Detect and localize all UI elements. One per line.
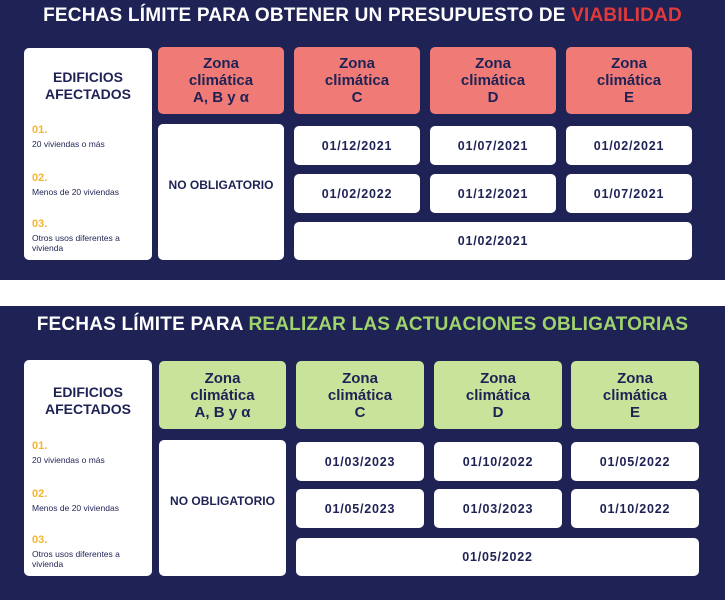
viability-panel <box>0 0 725 280</box>
affected-buildings-card <box>24 48 152 260</box>
panel-title <box>0 314 725 336</box>
not-required-card <box>158 124 284 260</box>
zone-header-d: Zona climática D <box>434 361 562 429</box>
date-cell: 01/03/2023 <box>296 442 424 481</box>
date-cell: 01/07/2021 <box>566 174 692 213</box>
row-label: Menos de 20 viviendas <box>32 187 119 197</box>
affected-buildings-title: EDIFICIOS AFECTADOS <box>44 69 132 102</box>
mandatory-actions-panel <box>0 306 725 600</box>
row-number: 03. <box>32 218 48 230</box>
not-required-card <box>159 440 286 576</box>
row-number: 01. <box>32 124 48 136</box>
affected-buildings-card <box>24 360 152 576</box>
date-cell-wide: 01/02/2021 <box>294 222 692 260</box>
title-text: FECHAS LÍMITE PARA OBTENER UN PRESUPUESTO DE <box>43 5 572 26</box>
date-cell-wide: 01/05/2022 <box>296 538 699 576</box>
date-cell: 01/03/2023 <box>434 489 562 528</box>
row-label: Otros usos diferentes a vivienda <box>32 549 120 569</box>
date-cell: 01/07/2021 <box>430 126 556 165</box>
affected-buildings-title: EDIFICIOS AFECTADOS <box>44 384 132 417</box>
zone-header-c: Zona climática C <box>296 361 424 429</box>
date-cell: 01/10/2022 <box>434 442 562 481</box>
not-required-text: NO OBLIGATORIO <box>168 178 274 192</box>
date-cell: 01/02/2022 <box>294 174 420 213</box>
row-label: Otros usos diferentes a vivienda <box>32 233 120 253</box>
date-cell: 01/02/2021 <box>566 126 692 165</box>
row-number: 03. <box>32 534 48 546</box>
title-highlight: VIABILIDAD <box>571 5 682 26</box>
row-number: 01. <box>32 440 48 452</box>
row-number: 02. <box>32 172 48 184</box>
zone-header-c: Zona climática C <box>294 47 420 114</box>
title-highlight: REALIZAR LAS ACTUACIONES OBLIGATORIAS <box>248 314 689 335</box>
date-cell: 01/05/2023 <box>296 489 424 528</box>
row-number: 02. <box>32 488 48 500</box>
zone-header-e: Zona climática E <box>566 47 692 114</box>
row-label: 20 viviendas o más <box>32 139 105 149</box>
zone-header-e: Zona climática E <box>571 361 699 429</box>
title-text: FECHAS LÍMITE PARA <box>36 314 249 335</box>
zone-header-d: Zona climática D <box>430 47 556 114</box>
zone-header-abalpha: Zona climática A, B y α <box>158 47 284 114</box>
not-required-text: NO OBLIGATORIO <box>170 494 275 508</box>
row-label: 20 viviendas o más <box>32 455 105 465</box>
date-cell: 01/12/2021 <box>294 126 420 165</box>
date-cell: 01/10/2022 <box>571 489 699 528</box>
row-label: Menos de 20 viviendas <box>32 503 119 513</box>
panel-title <box>0 5 725 27</box>
zone-header-abalpha: Zona climática A, B y α <box>159 361 286 429</box>
date-cell: 01/12/2021 <box>430 174 556 213</box>
date-cell: 01/05/2022 <box>571 442 699 481</box>
